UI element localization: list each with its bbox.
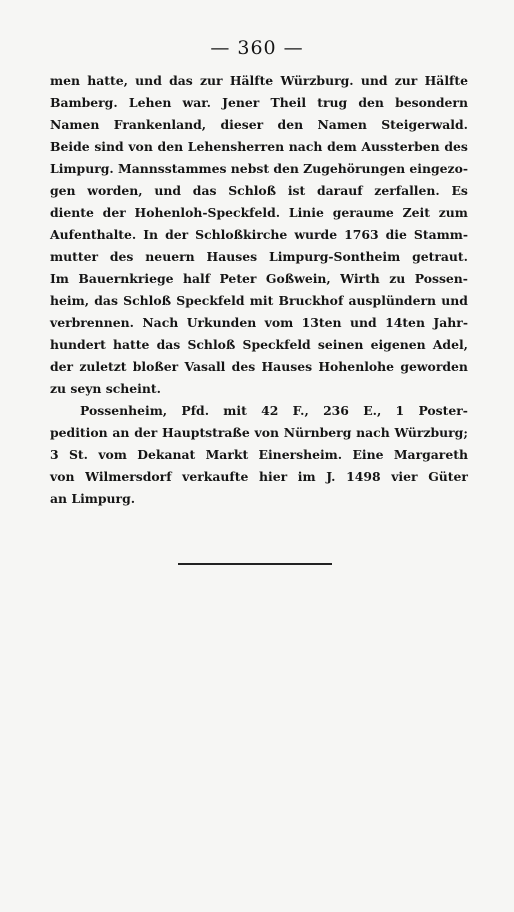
text-line: zu seyn scheint. — [50, 381, 161, 396]
text-line: Beide sind von den Lehensherren nach dem Aussterben des — [50, 139, 468, 154]
text-line: Possenheim, Pfd. mit 42 F., 236 E., 1 Poster- — [80, 403, 468, 418]
text-line: an Limpurg. — [50, 491, 136, 506]
text-line: diente der Hohenloh-Speckfeld. Linie geraume Zeit zum — [50, 205, 468, 220]
text-line: Limpurg. Mannsstammes nebst den Zugehörungen eingezo- — [50, 161, 468, 176]
text-line: Im Bauernkriege half Peter Goßwein, Wirth zu Possen- — [50, 271, 468, 286]
text-line: gen worden, und das Schloß ist darauf zerfallen. Es — [50, 183, 468, 198]
text-line: Bamberg. Lehen war. Jener Theil trug den besondern — [50, 95, 468, 110]
text-line: mutter des neuern Hauses Limpurg-Sontheim getraut. — [50, 249, 468, 264]
text-line: der zuletzt bloßer Vasall des Hauses Hohenlohe geworden — [50, 359, 468, 374]
text-line: Namen Frankenland, dieser den Namen Steigerwald. — [50, 117, 468, 132]
page-number: — 360 — — [210, 37, 304, 59]
text-line: Aufenthalte. In der Schloßkirche wurde 1763 die Stamm- — [50, 227, 468, 242]
text-line: hundert hatte das Schloß Speckfeld seinen eigenen Adel, — [50, 337, 468, 352]
text-line: verbrennen. Nach Urkunden vom 13ten und 14ten Jahr- — [50, 315, 468, 330]
body-text — [50, 70, 468, 510]
text-line: pedition an der Hauptstraße von Nürnberg nach Würzburg; — [50, 425, 468, 440]
text-line: von Wilmersdorf verkaufte hier im J. 1498 vier Güter — [50, 469, 468, 484]
section-divider — [178, 563, 332, 565]
text-line: heim, das Schloß Speckfeld mit Bruckhof ausplündern und — [50, 293, 468, 308]
text-line: men hatte, und das zur Hälfte Würzburg. und zur Hälfte — [50, 73, 468, 88]
text-line: 3 St. vom Dekanat Markt Einersheim. Eine Margareth — [50, 447, 468, 462]
